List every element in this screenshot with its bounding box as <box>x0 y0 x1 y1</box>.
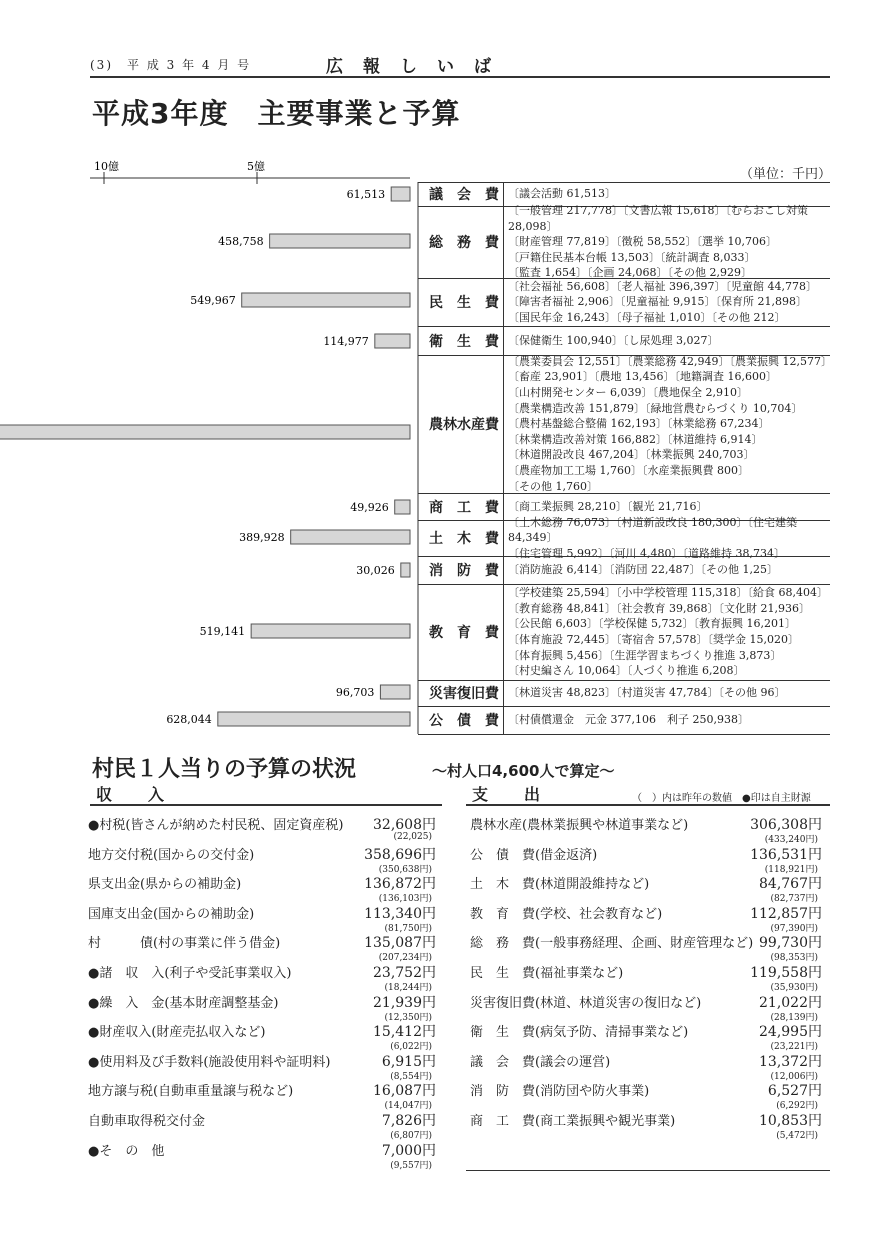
expense-note: （ ）内は昨年の数値 ●印は自主財源 <box>632 793 811 804</box>
detail-line: 〔農業委員会 12,551〕〔農業総務 42,949〕〔農業振興 12,577〕 <box>508 354 832 368</box>
detail-line: 〔村史編さん 10,064〕〔人づくり推進 6,208〕 <box>508 664 745 678</box>
list-item <box>470 1051 822 1083</box>
list-item <box>88 1051 436 1083</box>
detail-line: 〔公民館 6,603〕〔学校保健 5,732〕〔教育振興 16,201〕 <box>508 617 796 631</box>
item-prev-year: (136,103円) <box>378 894 432 905</box>
detail-line: 〔林道開設改良 467,204〕〔林業振興 240,703〕 <box>508 448 755 462</box>
item-label: 地方譲与税(自動車重量譲与税など) <box>88 1084 294 1100</box>
item-label: 県支出金(県からの補助金) <box>88 877 242 893</box>
category-name: 教 育 費 <box>429 625 499 641</box>
list-item <box>470 903 822 935</box>
list-item <box>88 962 436 994</box>
category-details <box>506 584 830 680</box>
detail-line: 〔消防施設 6,414〕〔消防団 22,487〕〔その他 1,25〕 <box>508 563 778 577</box>
list-item <box>470 1021 822 1053</box>
list-item <box>470 814 822 846</box>
item-prev-year: (97,390円) <box>770 923 818 934</box>
category-name: 商 工 費 <box>429 499 499 516</box>
list-item <box>88 873 436 905</box>
revenue-rule <box>90 804 442 806</box>
page-info: (3) 平 成 3 年 4 月 号 <box>90 58 252 72</box>
item-amount: 7,000円 <box>381 1142 436 1159</box>
detail-line: 〔国民年金 16,243〕〔母子福祉 1,010〕〔その他 212〕 <box>508 310 786 324</box>
item-label: 民 生 費(福祉事業など) <box>470 966 624 981</box>
category-details <box>506 680 830 706</box>
item-prev-year: (12,350円) <box>384 1012 432 1023</box>
list-item <box>470 873 822 905</box>
category-details <box>506 355 830 493</box>
item-prev-year: (28,139円) <box>770 1012 818 1023</box>
revenue-header: 収 入 <box>96 785 175 804</box>
x-axis-tick-label: 10億 <box>94 160 119 173</box>
list-item <box>470 992 822 1024</box>
item-label: 地方交付税(国からの交付金) <box>88 847 255 863</box>
bar-value-label: 61,513 <box>346 188 386 201</box>
item-prev-year: (18,244円) <box>384 983 432 993</box>
item-prev-year: (12,006円) <box>770 1071 818 1082</box>
detail-line: 〔山村開発センター 6,039〕〔農地保全 2,910〕 <box>508 386 749 400</box>
bar <box>391 187 410 201</box>
item-amount: 6,915円 <box>381 1053 436 1070</box>
detail-line: 〔社会福祉 56,608〕〔老人福祉 396,397〕〔児童館 44,778〕 <box>508 279 817 293</box>
detail-line: 〔農産物加工工場 1,760〕〔水産業振興費 800〕 <box>508 463 749 477</box>
detail-line: 〔一般管理 217,778〕〔文書広報 15,618〕〔むらおこし対策 28,098〕 <box>508 204 808 233</box>
expense-bottom-rule <box>466 1170 830 1171</box>
category-details <box>506 206 830 278</box>
item-prev-year: (98,353円) <box>770 953 818 964</box>
bar <box>395 500 410 514</box>
item-amount: 15,412円 <box>373 1024 436 1041</box>
bar-value-label: 519,141 <box>199 625 246 638</box>
list-item <box>470 962 822 994</box>
detail-line: 〔学校建築 25,594〕〔小中学校管理 115,318〕〔給食 68,404〕 <box>508 586 828 600</box>
detail-line: 〔林業構造改善対策 166,882〕〔林道維持 6,914〕 <box>508 432 763 446</box>
list-item <box>470 844 822 876</box>
detail-line: 〔教育総務 48,841〕〔社会教育 39,868〕〔文化財 21,936〕 <box>508 601 810 615</box>
item-prev-year: (350,638円) <box>378 864 432 875</box>
item-amount: 21,939円 <box>373 994 436 1011</box>
section2-title: 村民１人当りの予算の状況 <box>92 757 357 782</box>
detail-line: 〔農業構造改善 151,879〕〔緑地営農むらづくり 10,704〕 <box>508 401 803 415</box>
bar-value-label: 114,977 <box>323 335 369 348</box>
category-name: 土 木 費 <box>429 531 499 547</box>
item-label: ●そ の 他 <box>88 1143 165 1159</box>
unit-label: （単位：千円） <box>740 167 832 182</box>
category-name: 衛 生 費 <box>429 333 499 350</box>
item-prev-year: (8,554円) <box>390 1071 432 1082</box>
item-label: ●使用料及び手数料(施設使用料や証明料) <box>88 1054 331 1070</box>
item-amount: 306,308円 <box>750 817 822 833</box>
item-label: 農林水産(農林業振興や林道事業など) <box>470 818 689 833</box>
bar <box>251 624 410 638</box>
item-amount: 99,730円 <box>759 935 822 952</box>
category-details <box>506 556 830 584</box>
bar <box>291 530 410 544</box>
item-label: ●財産収入(財産売払収入など) <box>88 1025 266 1041</box>
item-amount: 119,558円 <box>750 965 822 981</box>
list-item <box>470 932 822 964</box>
item-amount: 112,857円 <box>750 905 822 922</box>
bar-value-label: 389,928 <box>239 531 285 544</box>
item-amount: 13,372円 <box>759 1053 822 1070</box>
detail-line: 〔体育振興 5,456〕〔生涯学習まちづくり推進 3,873〕 <box>508 648 782 662</box>
item-prev-year: (22,025) <box>393 832 432 842</box>
list-item <box>470 1080 822 1112</box>
bar-value-label: 458,758 <box>218 235 264 248</box>
category-details <box>506 326 830 355</box>
item-amount: 84,767円 <box>759 876 822 893</box>
item-amount: 358,696円 <box>364 846 436 863</box>
publication-name: 広報しいば <box>326 57 511 77</box>
bar-value-label: 628,044 <box>166 713 212 726</box>
item-amount: 21,022円 <box>759 994 822 1011</box>
detail-line: 〔林道災害 48,823〕〔村道災害 47,784〕〔その他 96〕 <box>508 686 786 700</box>
page-title: 平成3年度 主要事業と予算 <box>92 97 461 130</box>
list-item <box>88 1140 436 1172</box>
list-item <box>88 1110 436 1142</box>
detail-line: 〔戸籍住民基本台帳 13,503〕〔統計調査 8,033〕 <box>508 250 756 264</box>
category-name: 民 生 費 <box>429 295 499 311</box>
item-prev-year: (6,022円) <box>390 1042 432 1053</box>
item-prev-year: (6,292円) <box>776 1101 818 1112</box>
table-row-divider <box>418 734 830 735</box>
item-label: 教 育 費(学校、社会教育など) <box>470 906 663 922</box>
item-label: 村 債(村の事業に伴う借金) <box>88 936 281 952</box>
item-label: ●繰 入 金(基本財産調整基金) <box>88 995 279 1011</box>
item-amount: 113,340円 <box>364 905 436 922</box>
list-item <box>470 1110 822 1142</box>
category-details <box>506 515 830 560</box>
list-item <box>88 992 436 1024</box>
list-item <box>88 1021 436 1053</box>
bar-value-label: 49,926 <box>350 501 389 514</box>
category-name: 消 防 費 <box>429 563 499 579</box>
category-name: 公 債 費 <box>429 713 499 729</box>
bar <box>380 685 410 699</box>
detail-line: 〔監査 1,654〕〔企画 24,068〕〔その他 2,929〕 <box>508 266 752 280</box>
table-column-divider <box>503 182 504 734</box>
item-prev-year: (9,557円) <box>390 1160 432 1171</box>
detail-line: 〔財産管理 77,819〕〔徴税 58,552〕〔選挙 10,706〕 <box>508 235 777 249</box>
item-label: 自動車取得税交付金 <box>88 1114 206 1129</box>
item-amount: 10,853円 <box>759 1113 822 1129</box>
bar <box>270 234 410 248</box>
bar <box>401 563 410 577</box>
detail-line: 〔住宅管理 5,992〕〔河川 4,480〕〔道路維持 38,734〕 <box>508 546 785 560</box>
item-prev-year: (118,921円) <box>764 864 818 875</box>
detail-line: 〔土木総務 76,073〕〔村道新設改良 180,300〕〔住宅建築 84,349〕 <box>508 515 797 545</box>
item-label: 災害復旧費(林道、林道災害の復旧など) <box>470 995 702 1011</box>
bar-value-label: 96,703 <box>335 686 375 699</box>
category-details <box>506 278 830 326</box>
item-label: ●諸 収 入(利子や受託事業収入) <box>88 966 292 981</box>
section2-subtitle: 〜村人口4,600人で算定〜 <box>432 762 615 780</box>
item-prev-year: (5,472円) <box>776 1131 818 1141</box>
item-label: 総 務 費(一般事務経理、企画、財産管理など) <box>470 936 754 952</box>
bar <box>375 334 410 348</box>
item-prev-year: (35,930円) <box>770 983 818 993</box>
item-label: 公 債 費(借金返済) <box>470 847 598 863</box>
item-label: 商 工 費(商工業振興や観光事業) <box>470 1114 676 1129</box>
bar-value-label: 30,026 <box>356 564 395 577</box>
item-prev-year: (81,750円) <box>384 923 432 934</box>
item-prev-year: (207,234円) <box>378 953 432 964</box>
detail-line: 〔農村基盤総合整備 162,193〕〔林業総務 67,234〕 <box>508 417 770 431</box>
expense-rule <box>466 804 830 806</box>
category-name: 農林水産費 <box>429 417 499 433</box>
category-name: 議 会 費 <box>429 187 499 203</box>
list-item <box>88 903 436 935</box>
expense-header: 支 出 <box>472 785 551 804</box>
item-amount: 23,752円 <box>373 965 436 981</box>
item-amount: 7,826円 <box>381 1113 436 1129</box>
item-prev-year: (6,807円) <box>390 1131 432 1141</box>
detail-line: 〔体育施設 72,445〕〔寄宿舎 57,578〕〔奨学金 15,020〕 <box>508 633 799 646</box>
detail-line: 〔商工業振興 28,210〕〔観光 21,716〕 <box>508 499 708 513</box>
category-details <box>506 706 830 734</box>
item-prev-year: (14,047円) <box>384 1101 432 1112</box>
x-axis-tick-label: 5億 <box>247 160 265 173</box>
item-amount: 136,531円 <box>750 846 822 863</box>
list-item <box>88 844 436 876</box>
item-label: 議 会 費(議会の運営) <box>470 1054 611 1070</box>
category-name: 災害復旧費 <box>429 686 499 702</box>
item-label: ●村税(皆さんが納めた村民税、固定資産税) <box>88 818 344 833</box>
detail-line: 〔保健衛生 100,940〕〔し尿処理 3,027〕 <box>508 333 719 347</box>
bar-value-label: 549,967 <box>190 294 236 307</box>
item-label: 国庫支出金(国からの補助金) <box>88 906 255 922</box>
item-amount: 136,872円 <box>364 876 436 893</box>
bar <box>218 712 410 726</box>
item-amount: 32,608円 <box>373 817 436 833</box>
item-amount: 16,087円 <box>373 1083 436 1100</box>
detail-line: 〔障害者福祉 2,906〕〔児童福祉 9,915〕〔保育所 21,898〕 <box>508 295 807 309</box>
detail-line: 〔議会活動 61,513〕 <box>508 187 616 201</box>
item-amount: 24,995円 <box>759 1024 822 1041</box>
bar <box>0 425 410 439</box>
detail-line: 〔畜産 23,901〕〔農地 13,456〕〔地籍調査 16,600〕 <box>508 370 777 384</box>
item-prev-year: (433,240円) <box>764 835 818 845</box>
detail-line: 〔その他 1,760〕 <box>508 479 598 493</box>
item-prev-year: (82,737円) <box>770 894 818 905</box>
category-name: 総 務 費 <box>429 235 499 251</box>
list-item <box>88 932 436 964</box>
item-amount: 6,527円 <box>767 1083 822 1100</box>
item-prev-year: (23,221円) <box>770 1042 818 1053</box>
item-amount: 135,087円 <box>364 935 436 952</box>
bar <box>242 293 410 307</box>
item-label: 土 木 費(林道開設維持など) <box>470 877 650 893</box>
item-label: 消 防 費(消防団や防火事業) <box>470 1084 650 1100</box>
list-item <box>88 814 436 846</box>
detail-line: 〔村債償還金 元金 377,106 利子 250,938〕 <box>508 713 749 727</box>
item-label: 衛 生 費(病気予防、清掃事業など) <box>470 1025 689 1041</box>
list-item <box>88 1080 436 1112</box>
